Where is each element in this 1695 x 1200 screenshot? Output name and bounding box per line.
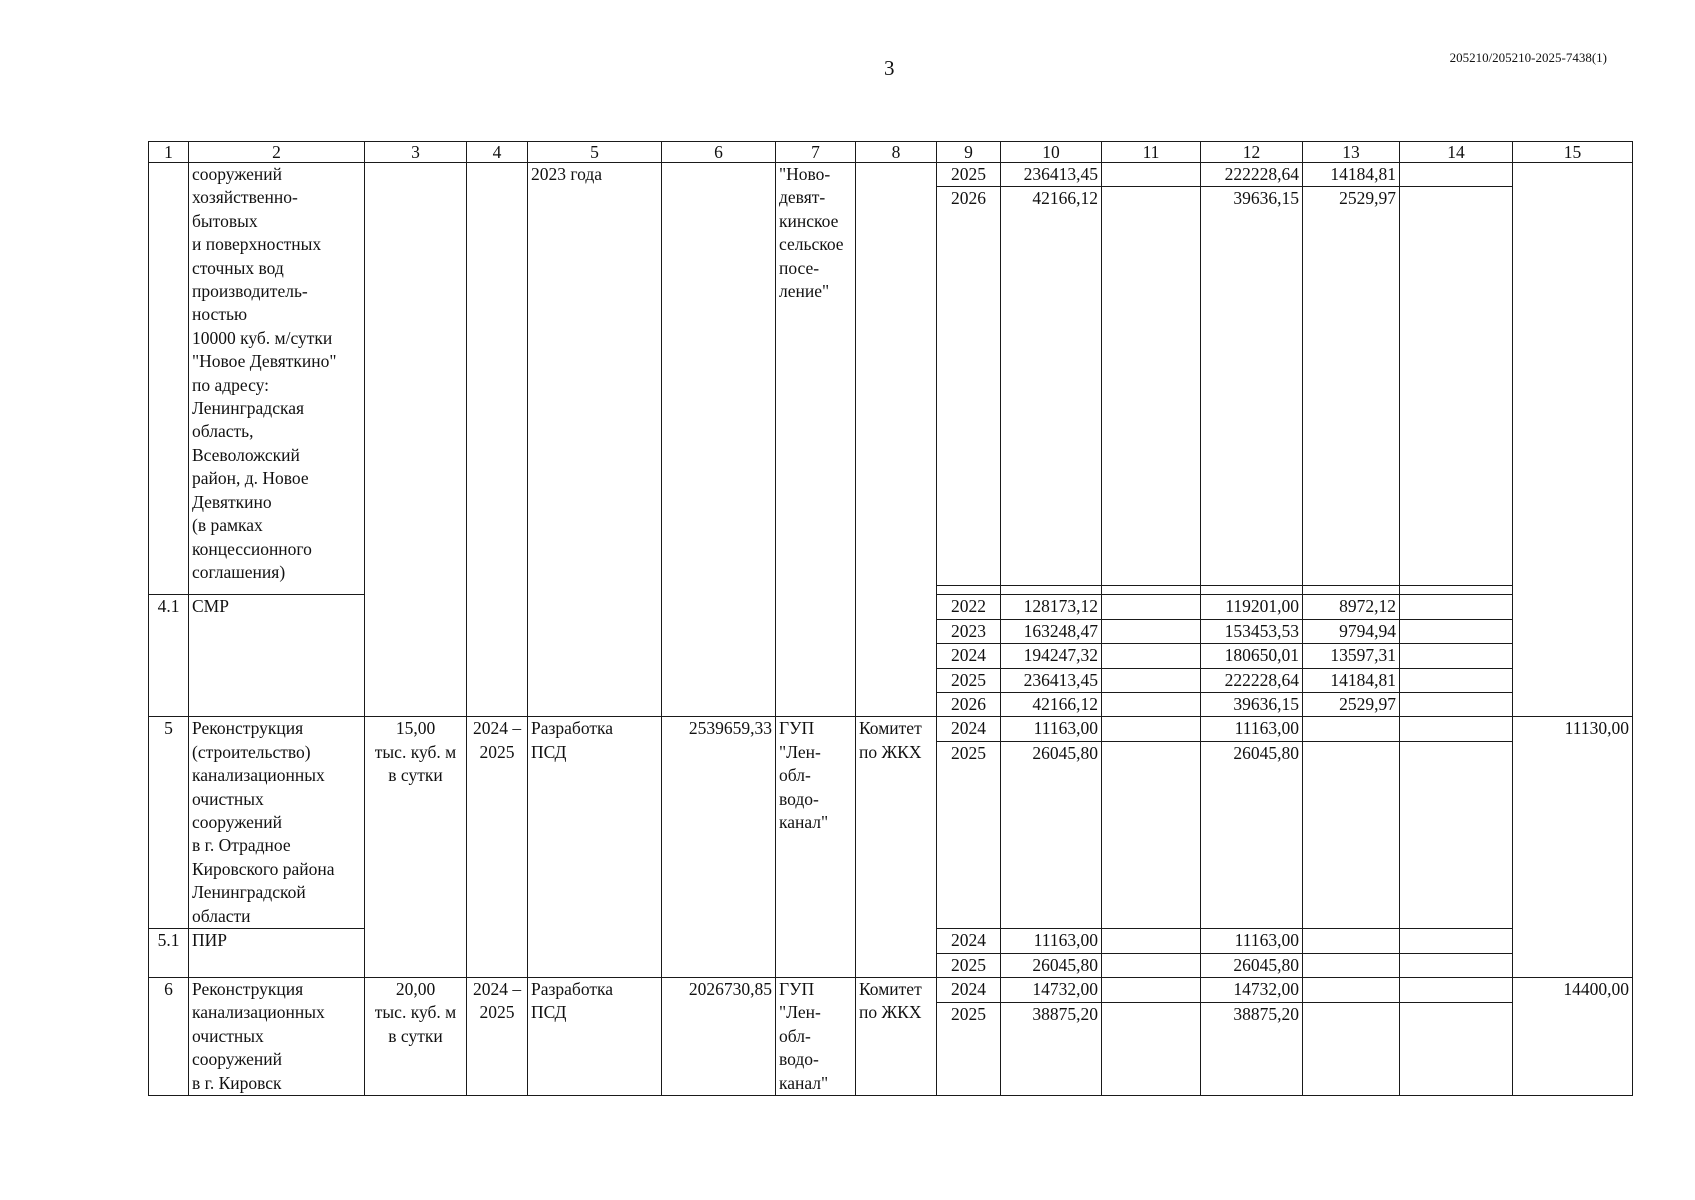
cell-col13: 2529,97 (1303, 187, 1400, 586)
cell-year: 2024 (937, 977, 1001, 1002)
cell-year: 2024 (937, 644, 1001, 668)
cell-total: 38875,20 (1001, 1002, 1102, 1095)
cell-object-name: ПИР (189, 929, 365, 978)
cell-col11 (1102, 741, 1201, 928)
cell-total: 26045,80 (1001, 741, 1102, 928)
cell-col13 (1303, 953, 1400, 977)
column-header: 1 (149, 142, 189, 163)
cell-col12: 38875,20 (1201, 1002, 1303, 1095)
column-header: 2 (189, 142, 365, 163)
cell-period: 2024 – 2025 (467, 717, 528, 977)
cell-col11 (1102, 977, 1201, 1002)
cell-col11 (1102, 644, 1201, 668)
cell-col11 (1102, 187, 1201, 586)
cell-col13: 8972,12 (1303, 595, 1400, 619)
cell-col12: 26045,80 (1201, 953, 1303, 977)
cell-col12: 153453,53 (1201, 619, 1303, 643)
cell-total: 26045,80 (1001, 953, 1102, 977)
cell-period: 2024 – 2025 (467, 977, 528, 1095)
cell-empty (1102, 586, 1201, 595)
cell-col12: 180650,01 (1201, 644, 1303, 668)
cell-total: 42166,12 (1001, 693, 1102, 717)
table-row (149, 977, 1633, 1002)
column-header: 4 (467, 142, 528, 163)
cell-col13: 9794,94 (1303, 619, 1400, 643)
cell-col14 (1400, 1002, 1513, 1095)
cell-empty (1001, 586, 1102, 595)
cell-number: 5 (149, 717, 189, 929)
cell-object-name: Реконструкция (строительство) канализационных очистных сооружений в г. Отрадное Кировского района Ленинградской области (189, 717, 365, 929)
cell-col11 (1102, 619, 1201, 643)
cell-col14 (1400, 668, 1513, 692)
cell-col15-empty (1513, 163, 1633, 717)
cell-year: 2025 (937, 668, 1001, 692)
cell-col14 (1400, 741, 1513, 928)
cell-year: 2024 (937, 717, 1001, 742)
cell-number: 5.1 (149, 929, 189, 978)
cell-executor: ГУП "Лен- обл- водо- канал" (776, 717, 856, 977)
column-header: 10 (1001, 142, 1102, 163)
cell-empty (937, 586, 1001, 595)
cell-stage: 2023 года (528, 163, 662, 717)
table-row (149, 163, 1633, 187)
cell-col14 (1400, 717, 1513, 742)
cell-col15: 14400,00 (1513, 977, 1633, 1095)
investment-program-table (148, 141, 1633, 1096)
cell-capacity: 20,00 тыс. куб. м в сутки (365, 977, 467, 1095)
cell-total: 236413,45 (1001, 163, 1102, 187)
cell-customer: Комитет по ЖКХ (856, 717, 937, 977)
cell-customer: Комитет по ЖКХ (856, 977, 937, 1095)
cell-stage: Разработка ПСД (528, 977, 662, 1095)
cell-cost: 2026730,85 (662, 977, 776, 1095)
cell-col11 (1102, 595, 1201, 619)
cell-object-name: сооружений хозяйственно- бытовых и поверхностных сточных вод производитель- ностью 10000 куб. м/сутки "Новое Девяткино" по адресу: Ленинградская область, Всеволожский район, д. Новое Девяткино (в рамках концессионного соглашения) (189, 163, 365, 595)
cell-col14 (1400, 693, 1513, 717)
column-header: 5 (528, 142, 662, 163)
column-header: 15 (1513, 142, 1633, 163)
column-header: 3 (365, 142, 467, 163)
cell-customer-empty (856, 163, 937, 717)
cell-col12: 39636,15 (1201, 187, 1303, 586)
cell-col14 (1400, 187, 1513, 586)
cell-period-empty (467, 163, 528, 717)
cell-total: 128173,12 (1001, 595, 1102, 619)
cell-year: 2025 (937, 741, 1001, 928)
document-id: 205210/205210-2025-7438(1) (1449, 50, 1607, 65)
column-number-header-row (149, 142, 1633, 163)
cell-col13: 2529,97 (1303, 693, 1400, 717)
cell-col14 (1400, 619, 1513, 643)
cell-col11 (1102, 1002, 1201, 1095)
column-header: 13 (1303, 142, 1400, 163)
cell-total: 11163,00 (1001, 717, 1102, 742)
cell-year: 2023 (937, 619, 1001, 643)
cell-number: 6 (149, 977, 189, 1095)
cell-year: 2024 (937, 929, 1001, 953)
cell-year: 2026 (937, 693, 1001, 717)
cell-col14 (1400, 977, 1513, 1002)
cell-stage: Разработка ПСД (528, 717, 662, 977)
page-number: 3 (884, 56, 895, 80)
cell-year: 2025 (937, 953, 1001, 977)
cell-col14 (1400, 953, 1513, 977)
table-row (149, 717, 1633, 742)
column-header: 8 (856, 142, 937, 163)
cell-cost-empty (662, 163, 776, 717)
cell-capacity: 15,00 тыс. куб. м в сутки (365, 717, 467, 977)
cell-empty (1201, 586, 1303, 595)
cell-total: 42166,12 (1001, 187, 1102, 586)
cell-total: 11163,00 (1001, 929, 1102, 953)
cell-col11 (1102, 668, 1201, 692)
cell-col13 (1303, 929, 1400, 953)
cell-empty (1303, 586, 1400, 595)
cell-col11 (1102, 953, 1201, 977)
cell-col13 (1303, 717, 1400, 742)
cell-capacity-empty (365, 163, 467, 717)
cell-col11 (1102, 929, 1201, 953)
cell-cost: 2539659,33 (662, 717, 776, 977)
cell-executor: "Ново- девят- кинское сельское посе- ление" (776, 163, 856, 717)
cell-number-empty (149, 163, 189, 595)
column-header: 7 (776, 142, 856, 163)
column-header: 11 (1102, 142, 1201, 163)
cell-col12: 119201,00 (1201, 595, 1303, 619)
cell-col13: 13597,31 (1303, 644, 1400, 668)
cell-total: 14732,00 (1001, 977, 1102, 1002)
cell-col12: 39636,15 (1201, 693, 1303, 717)
cell-col14 (1400, 644, 1513, 668)
cell-col15: 11130,00 (1513, 717, 1633, 977)
column-header: 6 (662, 142, 776, 163)
cell-col14 (1400, 595, 1513, 619)
cell-total: 163248,47 (1001, 619, 1102, 643)
cell-col11 (1102, 717, 1201, 742)
cell-col12: 222228,64 (1201, 163, 1303, 187)
cell-empty (1400, 586, 1513, 595)
cell-col12: 26045,80 (1201, 741, 1303, 928)
cell-year: 2025 (937, 1002, 1001, 1095)
cell-col13: 14184,81 (1303, 668, 1400, 692)
cell-col13 (1303, 741, 1400, 928)
column-header: 14 (1400, 142, 1513, 163)
cell-col12: 222228,64 (1201, 668, 1303, 692)
cell-total: 194247,32 (1001, 644, 1102, 668)
column-header: 9 (937, 142, 1001, 163)
cell-col11 (1102, 693, 1201, 717)
cell-object-name: СМР (189, 595, 365, 717)
cell-col12: 14732,00 (1201, 977, 1303, 1002)
cell-col13 (1303, 977, 1400, 1002)
cell-object-name: Реконструкция канализационных очистных сооружений в г. Кировск (189, 977, 365, 1095)
cell-col12: 11163,00 (1201, 929, 1303, 953)
cell-col14 (1400, 163, 1513, 187)
cell-year: 2022 (937, 595, 1001, 619)
cell-executor: ГУП "Лен- обл- водо- канал" (776, 977, 856, 1095)
cell-year: 2025 (937, 163, 1001, 187)
cell-col13 (1303, 1002, 1400, 1095)
cell-col13: 14184,81 (1303, 163, 1400, 187)
cell-total: 236413,45 (1001, 668, 1102, 692)
cell-number: 4.1 (149, 595, 189, 717)
column-header: 12 (1201, 142, 1303, 163)
cell-col11 (1102, 163, 1201, 187)
cell-year: 2026 (937, 187, 1001, 586)
cell-col12: 11163,00 (1201, 717, 1303, 742)
cell-col14 (1400, 929, 1513, 953)
